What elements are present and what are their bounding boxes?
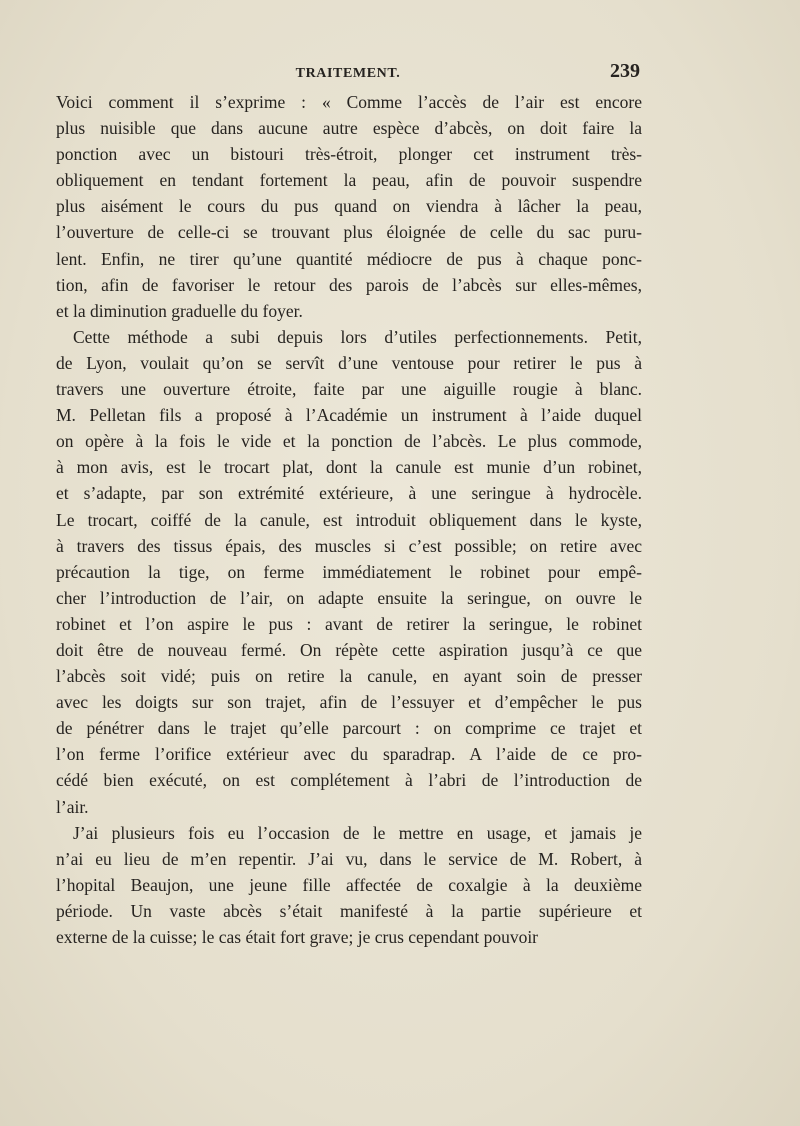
- page-number: 239: [610, 60, 640, 82]
- text-line: de pénétrer dans le trajet qu’elle parcourt : on comprime ce trajet et: [56, 718, 642, 739]
- text-line: plus aisément le cours du pus quand on viendra à lâcher la peau,: [56, 196, 642, 217]
- text-line: doit être de nouveau fermé. On répète cette aspiration jusqu’à ce que: [56, 639, 642, 660]
- text-line: Cette méthode a subi depuis lors d’utiles perfectionnements. Petit,: [73, 326, 642, 347]
- text-line: externe de la cuisse; le cas était fort grave; je crus cependant pouvoir: [56, 927, 539, 947]
- text-line: J’ai plusieurs fois eu l’occasion de le mettre en usage, et jamais je: [73, 822, 642, 843]
- text-line: lent. Enfin, ne tirer qu’une quantité médiocre de pus à chaque ponc-: [56, 248, 642, 269]
- text-line: ponction avec un bistouri très-étroit, plonger cet instrument très-: [56, 144, 642, 165]
- text-line: période. Un vaste abcès s’était manifesté à la partie supérieure et: [56, 900, 642, 921]
- text-line: l’hopital Beaujon, une jeune fille affectée de coxalgie à la deuxième: [56, 874, 642, 895]
- text-line: travers une ouverture étroite, faite par une aiguille rougie à blanc.: [56, 379, 642, 400]
- text-line: et la diminution graduelle du foyer.: [56, 300, 303, 321]
- text-line: précaution la tige, on ferme immédiatement le robinet pour empê-: [56, 561, 642, 582]
- text-line: l’air.: [56, 796, 89, 817]
- text-line: robinet et l’on aspire le pus : avant de retirer la seringue, le robinet: [56, 613, 642, 634]
- text-line: cher l’introduction de l’air, on adapte ensuite la seringue, on ouvre le: [56, 587, 642, 608]
- text-line: tion, afin de favoriser le retour des parois de l’abcès sur elles-mêmes,: [56, 274, 642, 295]
- page-header: [56, 62, 640, 86]
- text-line: et s’adapte, par son extrémité extérieure, à une seringue à hydrocèle.: [56, 483, 642, 504]
- text-line: plus nuisible que dans aucune autre espèce d’abcès, on doit faire la: [56, 118, 642, 139]
- text-line: avec les doigts sur son trajet, afin de l’essuyer et d’empêcher le pus: [56, 692, 642, 713]
- text-line: cédé bien exécuté, on est complétement à l’abri de l’introduction de: [56, 770, 642, 791]
- running-head: TRAITEMENT.: [295, 66, 401, 81]
- text-line: à mon avis, est le trocart plat, dont la canule est munie d’un robinet,: [56, 457, 642, 478]
- text-line: Le trocart, coiffé de la canule, est introduit obliquement dans le kyste,: [56, 509, 642, 530]
- text-line: obliquement en tendant fortement la peau, afin de pouvoir suspendre: [56, 170, 642, 191]
- text-line: l’ouverture de celle-ci se trouvant plus éloignée de celle du sac puru-: [56, 222, 642, 243]
- text-line: on opère à la fois le vide et la ponction de l’abcès. Le plus commode,: [56, 431, 642, 452]
- paragraph: [56, 324, 642, 820]
- text-line: l’abcès soit vidé; puis on retire la canule, en ayant soin de presser: [56, 666, 642, 687]
- paragraph: [56, 89, 642, 324]
- text-line: de Lyon, voulait qu’on se servît d’une ventouse pour retirer le pus à: [56, 352, 642, 373]
- paragraph: [56, 820, 642, 950]
- body-text: [56, 89, 642, 950]
- text-line: à travers des tissus épais, des muscles si c’est possible; on retire avec: [56, 535, 642, 556]
- text-line: n’ai eu lieu de m’en repentir. J’ai vu, dans le service de M. Robert, à: [56, 848, 642, 869]
- text-line: l’on ferme l’orifice extérieur avec du sparadrap. A l’aide de ce pro-: [56, 744, 642, 765]
- text-line: M. Pelletan fils a proposé à l’Académie un instrument à l’aide duquel: [56, 405, 642, 426]
- text-line: Voici comment il s’exprime : « Comme l’accès de l’air est encore: [56, 92, 642, 112]
